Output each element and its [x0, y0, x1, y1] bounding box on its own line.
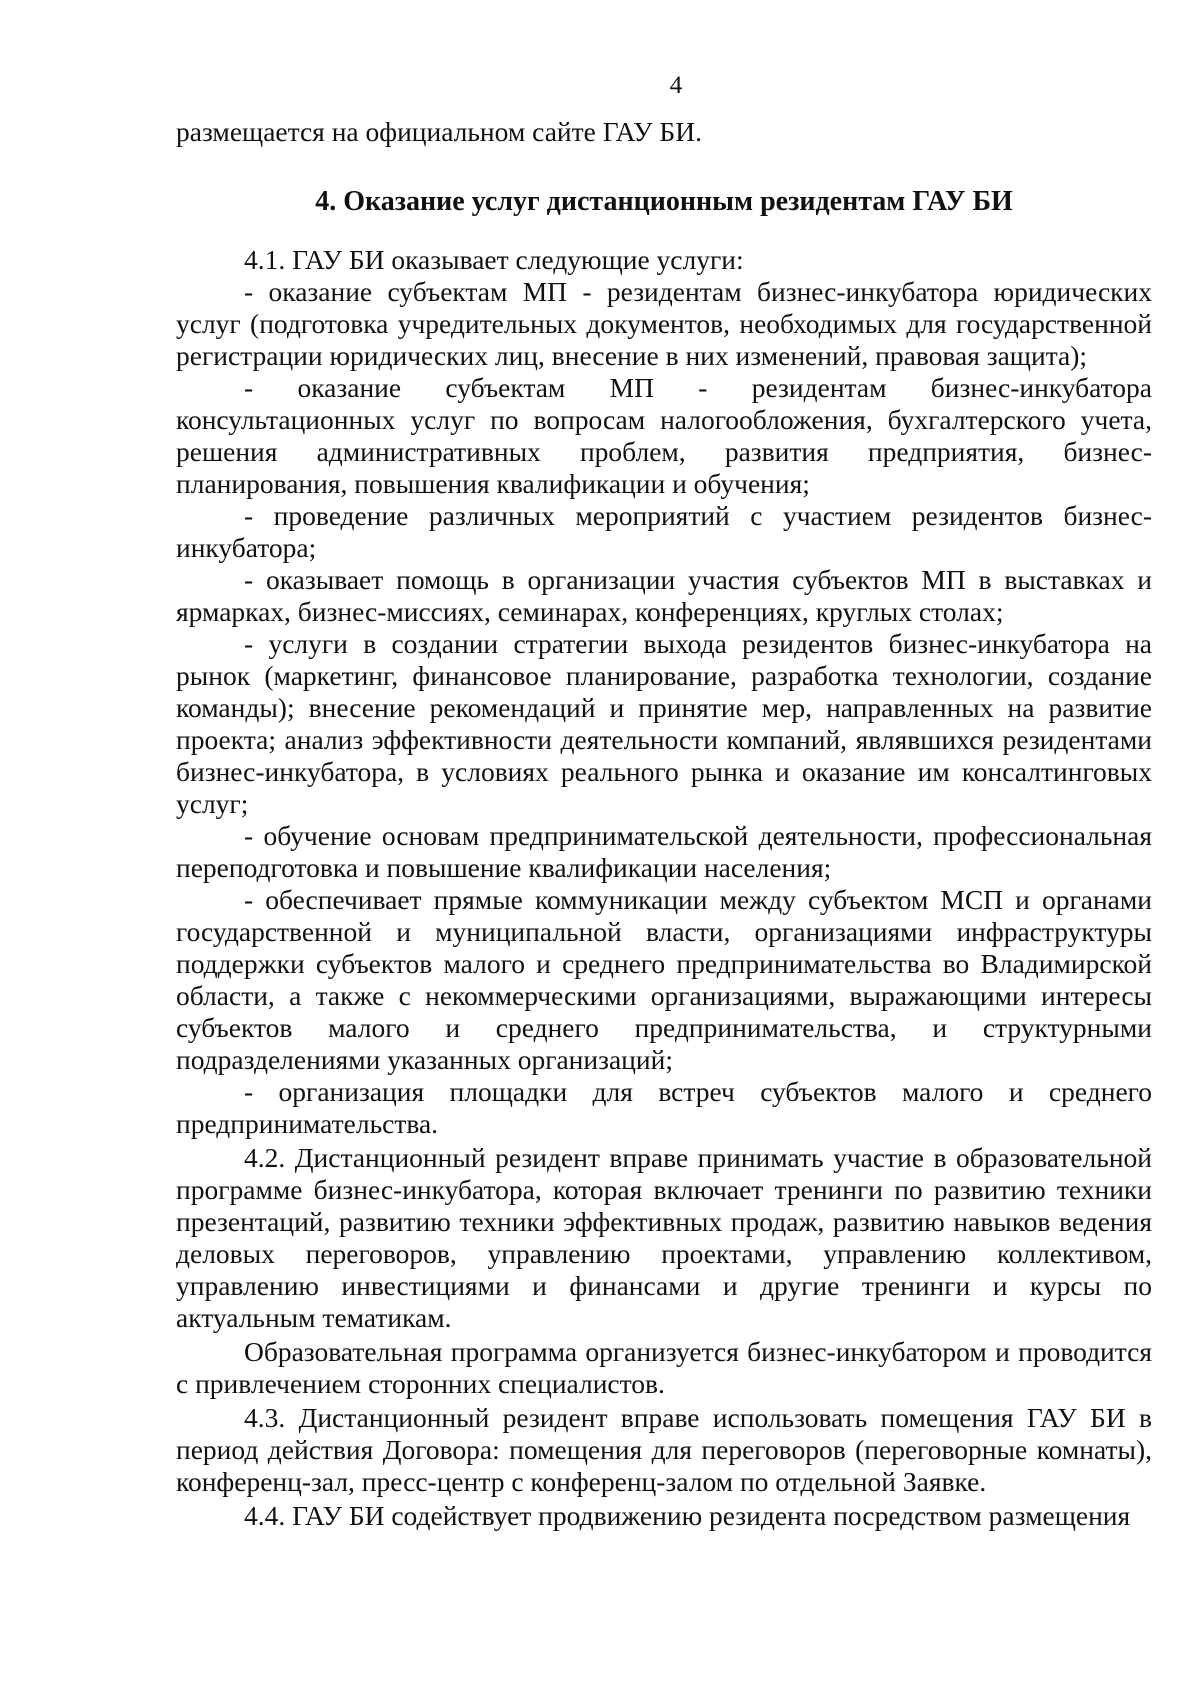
- list-item-consulting-services: - оказание субъектам МП - резидентам бизнес-инкубатора консультационных услуг по вопросам налогообложения, бухгалтерского учета, решения административных проблем, развития предприятия, бизнес-планирования, повышения квалификации и обучения;: [176, 372, 1152, 499]
- document-body: [176, 116, 1152, 1532]
- list-item-communications: - обеспечивает прямые коммуникации между субъектом МСП и органами государственной и муниципальной власти, организациями инфраструктуры поддержки субъектов малого и среднего предпринимательства во Владимирской области, а также с некоммерческими организациями, выражающими интересы субъектов малого и среднего предпринимательства, и структурными подразделениями указанных организаций;: [176, 884, 1152, 1075]
- paragraph-4-4: 4.4. ГАУ БИ содействует продвижению резидента посредством размещения: [244, 1500, 1131, 1531]
- list-item-training: - обучение основам предпринимательской деятельности, профессиональная переподготовка и повышение квалификации населения;: [176, 820, 1152, 883]
- list-item-legal-services: - оказание субъектам МП - резидентам бизнес-инкубатора юридических услуг (подготовка учредительных документов, необходимых для государственной регистрации юридических лиц, внесение в них изменений, правовая защита);: [176, 276, 1152, 371]
- list-item-market-strategy: - услуги в создании стратегии выхода резидентов бизнес-инкубатора на рынок (маркетинг, финансовое планирование, разработка технологии, создание команды); внесение рекомендаций и принятие мер, направленных на развитие проекта; анализ эффективности деятельности компаний, являвшихся резидентами бизнес-инкубатора, в условиях реального рынка и оказание им консалтинговых услуг;: [176, 628, 1152, 819]
- paragraph-4-3: 4.3. Дистанционный резидент вправе использовать помещения ГАУ БИ в период действия Договора: помещения для переговоров (переговорные комнаты), конференц-зал, пресс-центр с конференц-залом по отдельной Заявке.: [176, 1402, 1152, 1497]
- page-number: 4: [669, 72, 683, 99]
- lead-line: размещается на официальном сайте ГАУ БИ.: [176, 116, 702, 147]
- list-item-events: - проведение различных мероприятий с участием резидентов бизнес-инкубатора;: [176, 500, 1152, 563]
- paragraph-education-program: Образовательная программа организуется бизнес-инкубатором и проводится с привлечением сторонних специалистов.: [176, 1336, 1152, 1399]
- section-heading: 4. Оказание услуг дистанционным резидентам ГАУ БИ: [315, 186, 1013, 217]
- paragraph-4-1: 4.1. ГАУ БИ оказывает следующие услуги:: [244, 244, 744, 275]
- list-item-exhibitions: - оказывает помощь в организации участия субъектов МП в выставках и ярмарках, бизнес-миссиях, семинарах, конференциях, круглых столах;: [176, 564, 1152, 627]
- paragraph-4-2: 4.2. Дистанционный резидент вправе принимать участие в образовательной программе бизнес-инкубатора, которая включает тренинги по развитию техники презентаций, развитию техники эффективных продаж, развитию навыков ведения деловых переговоров, управлению проектами, управлению коллективом, управлению инвестициями и финансами и другие тренинги и курсы по актуальным тематикам.: [176, 1142, 1152, 1333]
- list-item-meeting-venue: - организация площадки для встреч субъектов малого и среднего предпринимательства.: [176, 1076, 1152, 1139]
